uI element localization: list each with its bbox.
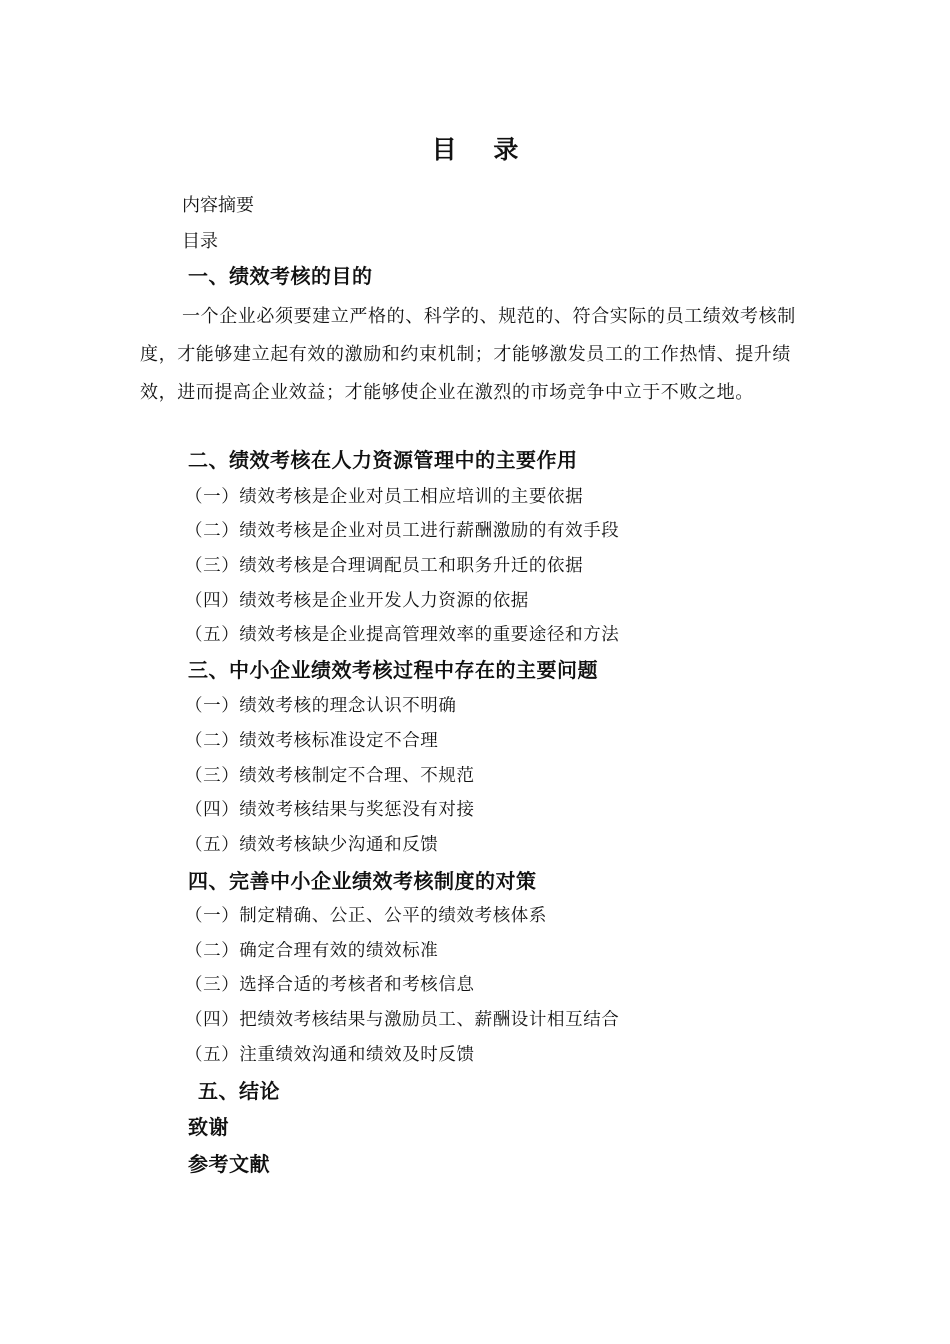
section-2-item-3: （三）绩效考核是合理调配员工和职务升迁的依据 — [185, 556, 584, 576]
section-3-item-1: （一）绩效考核的理念认识不明确 — [185, 696, 457, 716]
section-1-heading: 一、绩效考核的目的 — [188, 264, 373, 288]
section-2-heading: 二、绩效考核在人力资源管理中的主要作用 — [188, 448, 578, 472]
toc-entry-abstract: 内容摘要 — [182, 195, 254, 216]
section-3-item-3: （三）绩效考核制定不合理、不规范 — [185, 766, 475, 786]
section-2-item-4: （四）绩效考核是企业开发人力资源的依据 — [185, 591, 529, 611]
page-title: 目 录 — [431, 135, 533, 164]
section-5-heading: 五、结论 — [198, 1079, 280, 1103]
section-3-heading: 三、中小企业绩效考核过程中存在的主要问题 — [188, 658, 598, 682]
section-1-paragraph: 一个企业必须要建立严格的、科学的、规范的、符合实际的员工绩效考核制度，才能够建立起有效的激励和约束机制；才能够激发员工的工作热情、提升绩效，进而提高企业效益；才能够使企业在激烈的市场竞争中立于不败之地。 — [140, 306, 796, 403]
toc-entry-toc: 目录 — [182, 231, 218, 252]
section-3-item-4: （四）绩效考核结果与奖惩没有对接 — [185, 800, 475, 820]
section-2-item-2: （二）绩效考核是企业对员工进行薪酬激励的有效手段 — [185, 521, 620, 541]
toc-entry-references: 参考文献 — [188, 1152, 270, 1176]
section-4-item-5: （五）注重绩效沟通和绩效及时反馈 — [185, 1045, 475, 1065]
section-4-item-4: （四）把绩效考核结果与激励员工、薪酬设计相互结合 — [185, 1010, 620, 1030]
section-4-item-3: （三）选择合适的考核者和考核信息 — [185, 975, 475, 995]
section-4-item-2: （二）确定合理有效的绩效标准 — [185, 941, 439, 961]
section-2-item-5: （五）绩效考核是企业提高管理效率的重要途径和方法 — [185, 625, 620, 645]
section-4-heading: 四、完善中小企业绩效考核制度的对策 — [188, 869, 537, 893]
toc-entry-thanks: 致谢 — [188, 1115, 229, 1139]
section-4-item-1: （一）制定精确、公正、公平的绩效考核体系 — [185, 906, 547, 926]
section-2-item-1: （一）绩效考核是企业对员工相应培训的主要依据 — [185, 487, 584, 507]
section-3-item-2: （二）绩效考核标准设定不合理 — [185, 731, 439, 751]
section-3-item-5: （五）绩效考核缺少沟通和反馈 — [185, 835, 439, 855]
